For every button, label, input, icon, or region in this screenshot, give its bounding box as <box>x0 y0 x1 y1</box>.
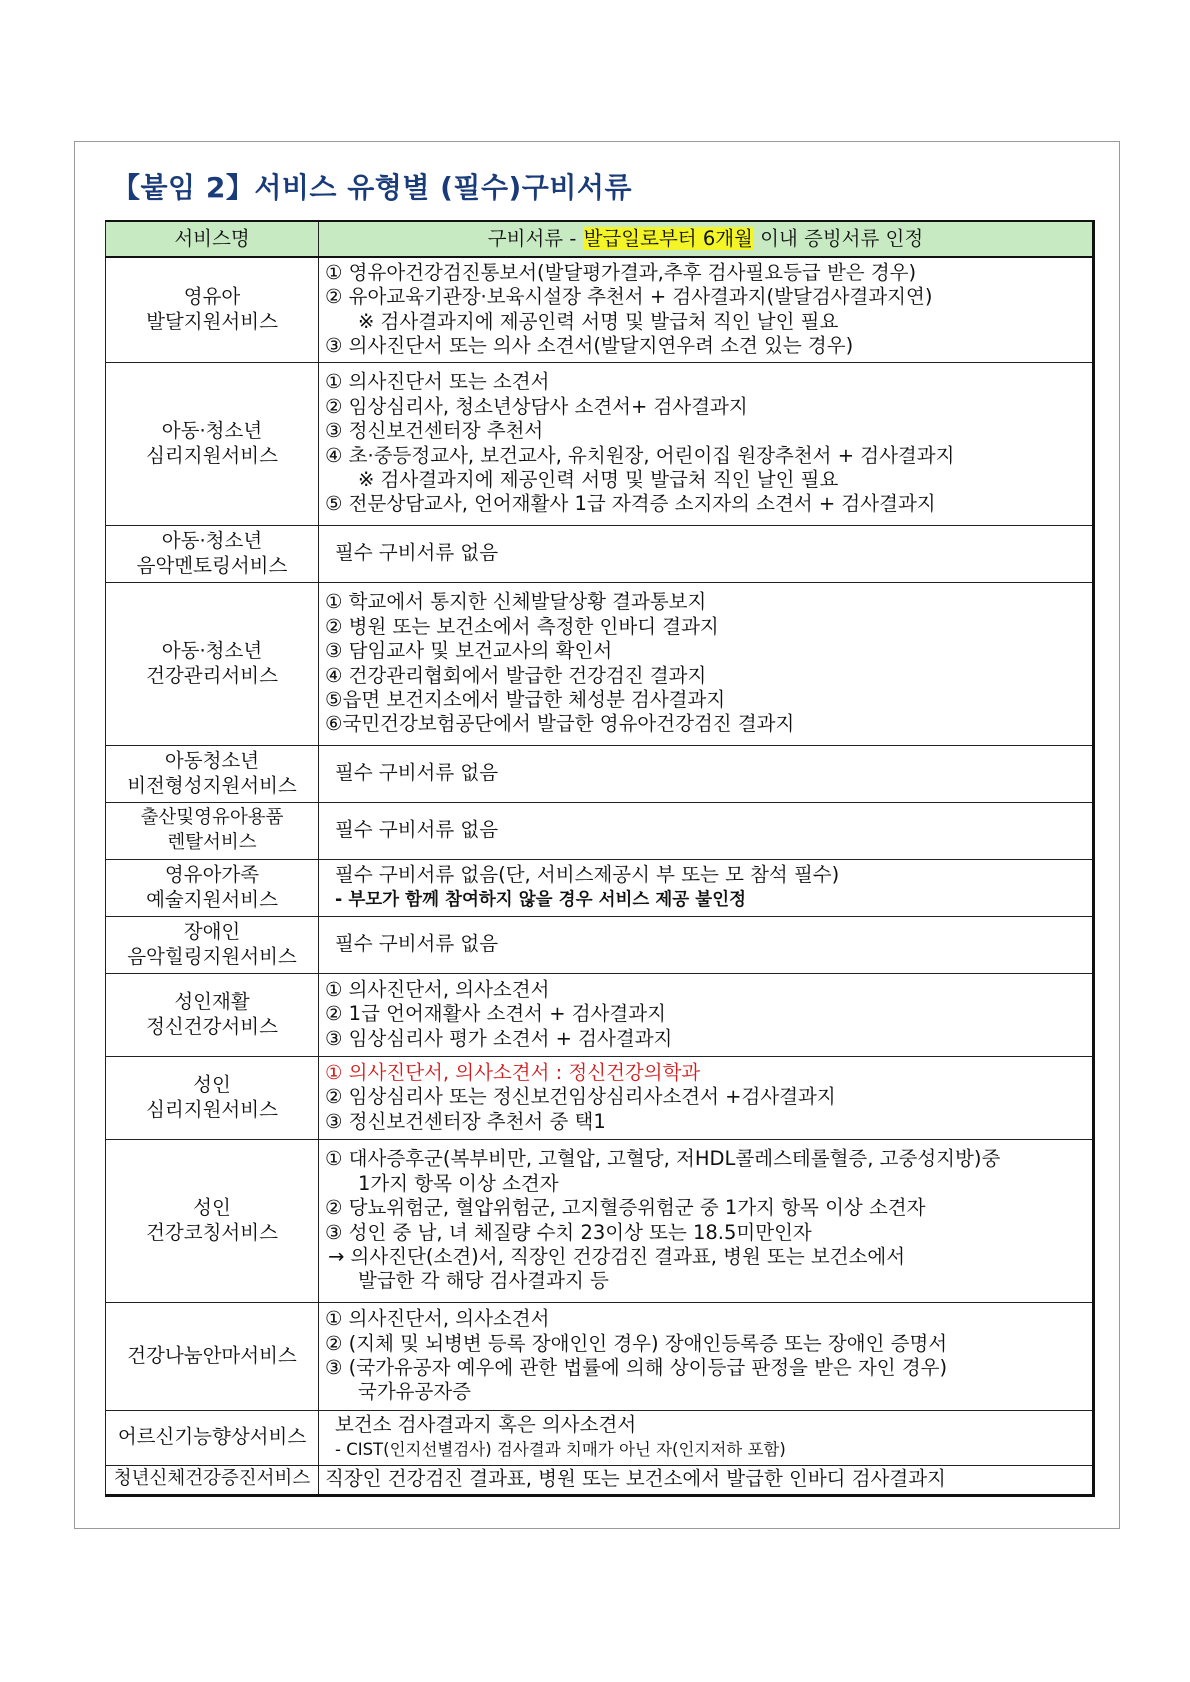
service-name-line: 영유아가족 <box>164 863 260 887</box>
service-name-line: 아동·청소년 <box>161 529 263 553</box>
document-item: 필수 구비서류 없음 <box>335 818 499 842</box>
document-item: ③ 임상심리사 평가 소견서 + 검사결과지 <box>325 1026 673 1050</box>
document-item: ① 의사진단서, 의사소견서 <box>325 1307 550 1331</box>
document-item: ④ 초·중등정교사, 보건교사, 유치원장, 어린이집 원장추천서 + 검사결과지 <box>325 443 955 467</box>
service-name-line: 건강나눔안마서비스 <box>127 1343 297 1367</box>
document-item: ② 당뇨위험군, 혈압위험군, 고지혈증위험군 중 1가지 항목 이상 소견자 <box>325 1196 926 1220</box>
service-name-cell <box>106 1465 319 1495</box>
service-name-cell <box>106 859 319 916</box>
table-row <box>106 802 1094 859</box>
documents-cell <box>319 525 1094 582</box>
service-name-line: 심리지원서비스 <box>146 1097 278 1121</box>
service-name-cell <box>106 802 319 859</box>
table-row <box>106 1056 1094 1139</box>
documents-cell <box>319 1056 1094 1139</box>
service-name-line: 음악멘토링서비스 <box>136 553 288 577</box>
service-name-line: 건강관리서비스 <box>146 663 278 687</box>
documents-cell <box>319 1302 1094 1410</box>
service-name-cell <box>106 1410 319 1465</box>
documents-cell <box>319 916 1094 973</box>
document-item: 보건소 검사결과지 혹은 의사소견서 <box>335 1413 637 1437</box>
service-name-line: 성인 <box>193 1196 231 1220</box>
document-item: ③ (국가유공자 예우에 관한 법률에 의해 상이등급 판정을 받은 자인 경우) <box>325 1356 948 1379</box>
documents-cell <box>319 802 1094 859</box>
service-name-line: 비전형성지원서비스 <box>127 773 297 797</box>
header-docs-suffix: 이내 증빙서류 인정 <box>753 226 924 250</box>
required-documents-table <box>105 220 1095 1497</box>
service-name-line: 건강코칭서비스 <box>146 1220 278 1244</box>
service-name-cell <box>106 1139 319 1302</box>
document-item: → 의사진단(소견)서, 직장인 건강검진 결과표, 병원 또는 보건소에서 <box>328 1244 906 1268</box>
document-item: ② 병원 또는 보건소에서 측정한 인바디 결과지 <box>325 614 719 638</box>
service-name-cell <box>106 257 319 362</box>
document-title: 【붙임 2】서비스 유형별 (필수)구비서류 <box>112 171 632 204</box>
document-note: - CIST(인지선별검사) 검사결과 치매가 아닌 자(인지저하 포함) <box>335 1439 786 1459</box>
service-name-line: 심리지원서비스 <box>146 443 278 467</box>
document-item: ③ 담임교사 및 보건교사의 확인서 <box>325 639 613 663</box>
documents-cell <box>319 859 1094 916</box>
header-docs-prefix: 구비서류 ‐ <box>487 226 583 250</box>
table-row <box>106 973 1094 1056</box>
service-name-line: 예술지원서비스 <box>146 887 278 911</box>
document-item: ③ 정신보건센터장 추천서 <box>325 419 544 443</box>
documents-cell <box>319 1465 1094 1495</box>
service-name-line: 정신건강서비스 <box>146 1014 278 1038</box>
document-item-emphasis: ① 의사진단서, 의사소견서 : 정신건강의학과 <box>325 1060 701 1084</box>
document-item: ⑤ 전문상담교사, 언어재활사 1급 자격증 소지자의 소견서 + 검사결과지 <box>325 492 936 516</box>
document-item: ① 의사진단서, 의사소견서 <box>325 977 550 1001</box>
document-note: ※ 검사결과지에 제공인력 서명 및 발급처 직인 날인 필요 <box>358 467 839 491</box>
document-item: ① 의사진단서 또는 소견서 <box>325 370 550 394</box>
service-name-line: 성인 <box>193 1073 231 1097</box>
documents-cell <box>319 973 1094 1056</box>
service-name-line: 성인재활 <box>174 990 250 1014</box>
document-item: 필수 구비서류 없음(단, 서비스제공시 부 또는 모 참석 필수) <box>335 863 840 887</box>
table-row <box>106 582 1094 745</box>
document-item: ① 학교에서 통지한 신체발달상황 결과통보지 <box>325 590 707 614</box>
header-docs-highlight: 발급일로부터 6개월 <box>583 226 753 250</box>
table-row <box>106 1465 1094 1495</box>
header-service-name: 서비스명 <box>106 221 319 257</box>
table-row <box>106 1302 1094 1410</box>
document-item: 직장인 건강검진 결과표, 병원 또는 보건소에서 발급한 인바디 검사결과지 <box>325 1467 946 1491</box>
service-name-line: 영유아 <box>183 285 241 309</box>
service-name-line: 음악힐링지원서비스 <box>127 944 297 968</box>
service-name-line: 아동·청소년 <box>161 639 263 663</box>
documents-cell <box>319 1139 1094 1302</box>
header-documents <box>319 221 1094 257</box>
service-name-line: 아동청소년 <box>164 749 260 773</box>
service-name-cell <box>106 1056 319 1139</box>
service-name-line: 렌탈서비스 <box>167 831 257 853</box>
documents-cell <box>319 745 1094 802</box>
service-name-line: 아동·청소년 <box>161 419 263 443</box>
document-item: 필수 구비서류 없음 <box>335 541 499 565</box>
document-item: ⑥국민건강보험공단에서 발급한 영유아건강검진 결과지 <box>325 712 795 736</box>
document-item-continued: 국가유공자증 <box>358 1380 472 1404</box>
service-name-line: 출산및영유아용품 <box>140 807 284 829</box>
table-row <box>106 257 1094 362</box>
documents-cell <box>319 257 1094 362</box>
table-row <box>106 745 1094 802</box>
service-name-cell <box>106 973 319 1056</box>
service-name-line: 발달지원서비스 <box>146 309 278 333</box>
service-name-cell <box>106 916 319 973</box>
document-item: ③ 의사진단서 또는 의사 소견서(발달지연우려 소견 있는 경우) <box>325 334 854 358</box>
document-item: ① 대사증후군(복부비만, 고혈압, 고혈당, 저HDL콜레스테롤혈증, 고중성지방)중 <box>325 1147 1001 1171</box>
service-name-line: 어르신기능향상서비스 <box>117 1425 307 1449</box>
table-header-row <box>106 221 1094 257</box>
document-item-continued: 발급한 각 해당 검사결과지 등 <box>358 1269 609 1293</box>
document-item: ④ 건강관리협회에서 발급한 건강검진 결과지 <box>325 663 707 687</box>
service-name-cell <box>106 1302 319 1410</box>
service-name-cell <box>106 745 319 802</box>
document-item: 필수 구비서류 없음 <box>335 761 499 785</box>
service-name-line: 청년신체건강증진서비스 <box>113 1468 311 1490</box>
service-name-cell <box>106 525 319 582</box>
document-note-bold: - 부모가 함께 참여하지 않을 경우 서비스 제공 불인정 <box>335 889 747 910</box>
table-row <box>106 916 1094 973</box>
table-row <box>106 859 1094 916</box>
documents-cell <box>319 362 1094 525</box>
document-note: ※ 검사결과지에 제공인력 서명 및 발급처 직인 날인 필요 <box>358 309 839 333</box>
document-item: ② 임상심리사, 청소년상담사 소견서+ 검사결과지 <box>325 394 748 418</box>
document-item: ③ 정신보건센터장 추천서 중 택1 <box>325 1109 606 1133</box>
service-name-cell <box>106 582 319 745</box>
document-item: 필수 구비서류 없음 <box>335 932 499 956</box>
documents-cell <box>319 1410 1094 1465</box>
document-item-continued: 1가지 항목 이상 소견자 <box>358 1171 559 1195</box>
documents-cell <box>319 582 1094 745</box>
table-row <box>106 1410 1094 1465</box>
service-name-cell <box>106 362 319 525</box>
table-row <box>106 362 1094 525</box>
document-item: ⑤읍면 보건지소에서 발급한 체성분 검사결과지 <box>325 687 726 711</box>
document-item: ② 1급 언어재활사 소견서 + 검사결과지 <box>325 1002 666 1026</box>
table-row <box>106 525 1094 582</box>
document-item: ① 영유아건강검진통보서(발달평가결과,추후 검사필요등급 받은 경우) <box>325 260 917 284</box>
document-item: ② 임상심리사 또는 정신보건임상심리사소견서 +검사결과지 <box>325 1085 836 1109</box>
table-row <box>106 1139 1094 1302</box>
document-item: ③ 성인 중 남, 녀 체질량 수치 23이상 또는 18.5미만인자 <box>325 1220 812 1244</box>
document-item: ② (지체 및 뇌병변 등록 장애인인 경우) 장애인등록증 또는 장애인 증명서 <box>325 1331 948 1355</box>
service-name-line: 장애인 <box>183 920 241 944</box>
document-item: ② 유아교육기관장·보육시설장 추천서 + 검사결과지(발달검사결과지연) <box>325 285 933 309</box>
